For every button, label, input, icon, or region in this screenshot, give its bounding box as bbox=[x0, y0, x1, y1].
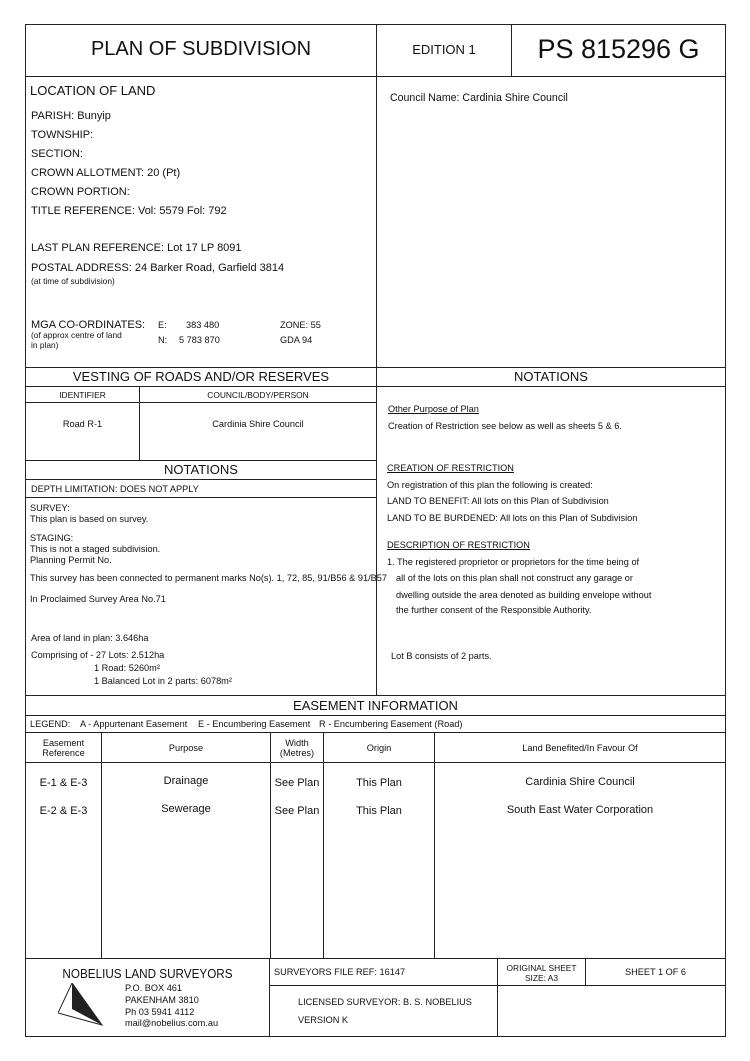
phone: Ph 03 5941 4112 bbox=[125, 1007, 195, 1017]
easement-col-reference-2: Reference bbox=[42, 748, 85, 758]
planning-permit: Planning Permit No. bbox=[30, 555, 112, 565]
easement-col-width-1: Width bbox=[285, 738, 309, 748]
other-purpose-text: Creation of Restriction see below as well as sheets 5 & 6. bbox=[388, 421, 622, 431]
permanent-marks: This survey has been connected to permanent marks No(s). 1, 72, 85, 91/B56 & 91/B57 bbox=[30, 573, 387, 583]
easement-col-purpose: Purpose bbox=[168, 743, 204, 753]
survey-text: This plan is based on survey. bbox=[30, 514, 149, 524]
legend-encumbering-road: R - Encumbering Easement (Road) bbox=[319, 719, 463, 729]
road-area: 1 Road: 5260m² bbox=[94, 663, 160, 673]
restriction-line-1: 1. The registered proprietor or proprietors for the time being of bbox=[387, 557, 640, 567]
mga-note-1: (of approx centre of land bbox=[31, 330, 122, 340]
vesting-row-identifier: Road R-1 bbox=[62, 419, 103, 429]
title-reference: TITLE REFERENCE: Vol: 5579 Fol: 792 bbox=[31, 205, 227, 217]
survey-label: SURVEY: bbox=[30, 503, 70, 513]
town: PAKENHAM 3810 bbox=[125, 995, 199, 1005]
vesting-col-identifier: IDENTIFIER bbox=[59, 390, 106, 400]
email: mail@nobelius.com.au bbox=[125, 1018, 219, 1028]
proclaimed-area: In Proclaimed Survey Area No.71 bbox=[30, 594, 166, 604]
easement-origin: This Plan bbox=[356, 777, 402, 789]
northing-value: 5 783 870 bbox=[179, 335, 220, 345]
postal-address: POSTAL ADDRESS: 24 Barker Road, Garfield 3814 bbox=[31, 262, 285, 274]
easement-width: See Plan bbox=[274, 805, 320, 817]
survey-triangle-logo-icon bbox=[58, 983, 104, 1029]
easement-reference: E-1 & E-3 bbox=[39, 777, 88, 789]
depth-limitation: DEPTH LIMITATION: DOES NOT APPLY bbox=[31, 484, 199, 494]
easement-heading: EASEMENT INFORMATION bbox=[293, 698, 458, 713]
restriction-line-4: the further consent of the Responsible Authority. bbox=[396, 605, 592, 615]
original-sheet-2: SIZE: A3 bbox=[524, 973, 559, 983]
legend-encumbering: E - Encumbering Easement bbox=[198, 719, 311, 729]
northing-label: N: bbox=[158, 335, 168, 345]
other-purpose-heading: Other Purpose of Plan bbox=[388, 404, 479, 414]
easting-value: 383 480 bbox=[186, 320, 220, 330]
easement-col-width-2: (Metres) bbox=[279, 748, 315, 758]
land-to-be-burdened: LAND TO BE BURDENED: All lots on this Plan of Subdivision bbox=[387, 513, 638, 523]
easement-col-reference-1: Easement bbox=[42, 738, 85, 748]
creation-line: On registration of this plan the following is created: bbox=[387, 480, 593, 490]
notations-right-heading: NOTATIONS bbox=[514, 369, 588, 384]
mga-note-2: in plan) bbox=[31, 340, 59, 350]
location-heading: LOCATION OF LAND bbox=[30, 83, 156, 98]
description-heading: DESCRIPTION OF RESTRICTION bbox=[387, 540, 530, 550]
postal-note: (at time of subdivision) bbox=[31, 276, 115, 286]
plan-number: PS 815296 G bbox=[537, 34, 700, 64]
vesting-col-council: COUNCIL/BODY/PERSON bbox=[207, 390, 309, 400]
po-box: P.O. BOX 461 bbox=[125, 983, 183, 993]
staging-text: This is not a staged subdivision. bbox=[30, 544, 161, 554]
licensed-surveyor: LICENSED SURVEYOR: B. S. NOBELIUS bbox=[298, 997, 472, 1007]
vesting-heading: VESTING OF ROADS AND/OR RESERVES bbox=[72, 369, 330, 384]
easement-origin: This Plan bbox=[356, 805, 402, 817]
balanced-lot: 1 Balanced Lot in 2 parts: 6078m² bbox=[94, 676, 232, 686]
vesting-row-council: Cardinia Shire Council bbox=[212, 419, 304, 429]
edition-label: EDITION 1 bbox=[412, 42, 476, 57]
crown-portion: CROWN PORTION: bbox=[31, 186, 130, 198]
easement-width: See Plan bbox=[274, 777, 320, 789]
comprising: Comprising of - 27 Lots: 2.512ha bbox=[31, 650, 165, 660]
mga-label: MGA CO-ORDINATES: bbox=[31, 319, 146, 331]
notations-left-heading: NOTATIONS bbox=[164, 462, 238, 477]
surveyors-file-ref: SURVEYORS FILE REF: 16147 bbox=[274, 967, 406, 977]
section: SECTION: bbox=[31, 148, 83, 160]
easement-purpose: Sewerage bbox=[161, 803, 211, 815]
easement-benefited: South East Water Corporation bbox=[506, 804, 654, 816]
original-sheet-1: ORIGINAL SHEET bbox=[506, 963, 577, 973]
datum: GDA 94 bbox=[280, 335, 313, 345]
easement-col-origin: Origin bbox=[366, 743, 392, 753]
easement-col-benefited: Land Benefited/In Favour Of bbox=[522, 743, 638, 753]
parish: PARISH: Bunyip bbox=[31, 110, 111, 122]
plan-title: PLAN OF SUBDIVISION bbox=[90, 38, 312, 60]
legend-appurtenant: A - Appurtenant Easement bbox=[80, 719, 188, 729]
land-to-benefit: LAND TO BENEFIT: All lots on this Plan of Subdivision bbox=[387, 496, 609, 506]
creation-heading: CREATION OF RESTRICTION bbox=[387, 463, 514, 473]
restriction-line-3: dwelling outside the area denoted as building envelope without bbox=[396, 590, 652, 600]
staging-label: STAGING: bbox=[30, 533, 74, 543]
restriction-line-2: all of the lots on this plan shall not construct any garage or bbox=[396, 573, 633, 583]
version: VERSION K bbox=[298, 1015, 349, 1025]
easement-reference: E-2 & E-3 bbox=[39, 805, 88, 817]
lot-b-note: Lot B consists of 2 parts. bbox=[391, 651, 492, 661]
township: TOWNSHIP: bbox=[31, 129, 94, 141]
council-name: Council Name: Cardinia Shire Council bbox=[390, 92, 568, 104]
sheet-number: SHEET 1 OF 6 bbox=[624, 967, 687, 977]
zone: ZONE: 55 bbox=[280, 320, 321, 330]
easement-benefited: Cardinia Shire Council bbox=[525, 776, 635, 788]
firm-name: NOBELIUS LAND SURVEYORS bbox=[62, 966, 233, 981]
crown-allotment: CROWN ALLOTMENT: 20 (Pt) bbox=[31, 167, 181, 179]
last-plan-reference: LAST PLAN REFERENCE: Lot 17 LP 8091 bbox=[31, 242, 242, 254]
easement-purpose: Drainage bbox=[163, 775, 209, 787]
easting-label: E: bbox=[158, 320, 167, 330]
area-of-land: Area of land in plan: 3.646ha bbox=[31, 633, 149, 643]
legend-label: LEGEND: bbox=[30, 719, 71, 729]
